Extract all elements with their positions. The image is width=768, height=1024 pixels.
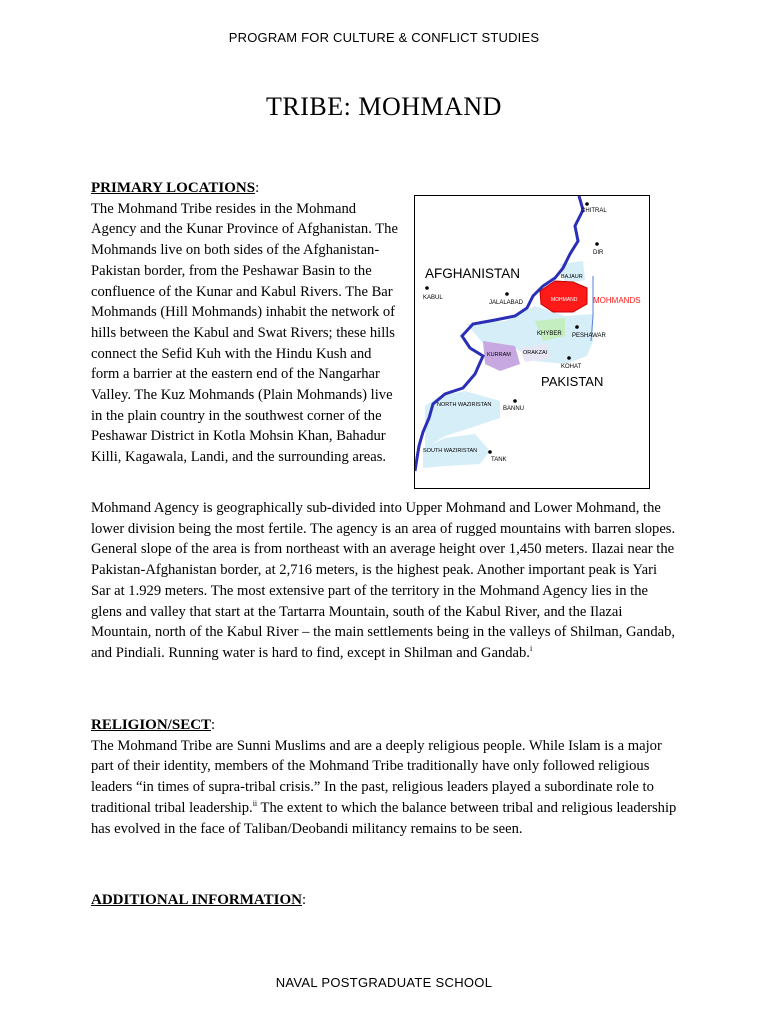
label-chitral: CHITRAL [581, 208, 607, 214]
dir-dot [595, 242, 599, 246]
label-pakistan: PAKISTAN [541, 374, 604, 389]
kohat-dot [567, 356, 571, 360]
label-kohat: KOHAT [561, 364, 582, 370]
page-header: PROGRAM FOR CULTURE & CONFLICT STUDIES [228, 30, 540, 45]
religion-section [91, 715, 679, 839]
label-bannu: BANNU [503, 406, 525, 412]
additional-information-heading: ADDITIONAL INFORMATION [91, 892, 302, 908]
religion-text-before: The Mohmand Tribe are Sunni Muslims and are a deeply religious people. While Islam is a major part of their identity, members of the Mohmand Tribe traditionally have only followed religious leaders “in times of supra-tribal crisis.” In the past, religious leaders played a subordinate role to traditional tribal leadership. [91, 737, 662, 816]
primary-locations-colon: : [255, 180, 260, 196]
label-jalalabad: JALALABAD [489, 300, 524, 306]
additional-information-section [91, 892, 679, 909]
label-orakzai: ORAKZAI [523, 350, 548, 356]
label-peshawar: PESHAWAR [572, 333, 606, 339]
mohmand-agency-paragraph [91, 498, 679, 664]
bannu-dot [513, 399, 517, 403]
region-map-svg [415, 196, 649, 488]
label-kabul: KABUL [423, 295, 443, 301]
page-title: TRIBE: MOHMAND [266, 92, 502, 121]
religion-heading: RELIGION/SECT [91, 717, 212, 733]
primary-locations-text: The Mohmand Tribe resides in the Mohmand Agency and the Kunar Province of Afghanistan. The Mohmands live on both sides of the Afghanistan-Pakistan border, from the Peshawar Basin to the confluence of the Kunar and Kabul Rivers. The Bar Mohmands (Hill Mohmands) inhabit the network of hills between the Kabul and Swat Rivers; these hills connect the Sefid Kuh with the Hindu Kush and form a barrier at the eastern end of the Nangarhar Valley. The Kuz Mohmands (Plain Mohmands) live in the plain country in the southwest corner of the Peshawar District in Kotla Mohsin Khan, Bahadur Killi, Kagawala, Landi, and the surrounding areas. [91, 200, 398, 466]
label-tank: TANK [491, 457, 507, 463]
footnote-marker-i: i [529, 644, 533, 654]
label-khyber: KHYBER [537, 331, 562, 337]
mohmand-agency-text: Mohmand Agency is geographically sub-divided into Upper Mohmand and Lower Mohmand, the lower division being the most fertile. The agency is an area of rugged mountains with barren slopes. General slope of the area is from northeast with an average height over 1,450 meters. Ilazai near the Pakistan-Afghanistan border, at 2,716 meters, is the highest peak. Another important peak is Yari Sar at 1.929 meters. The most extensive part of the territory in the Mohmand Agency lies in the glens and valley that start at the Tartarra Mountain, south of the Kabul River, and the Ilazai Mountain, north of the Kabul River – the main settlements being in the valleys of Shilman, Gandab, and Pindiali. Running water is hard to find, except in Shilman and Gandab. [91, 500, 676, 661]
primary-locations-section [91, 178, 403, 468]
kabul-dot [425, 286, 429, 290]
chitral-dot [585, 202, 589, 206]
label-afghanistan: AFGHANISTAN [425, 266, 521, 281]
label-mohmand-tag: MOHMAND [551, 297, 578, 303]
region-map [414, 195, 650, 489]
tank-dot [488, 450, 492, 454]
primary-locations-heading: PRIMARY LOCATIONS [91, 180, 256, 196]
religion-colon: : [211, 717, 216, 733]
label-dir: DIR [593, 250, 604, 256]
footnote-marker-ii: ii [252, 798, 258, 808]
peshawar-dot [575, 325, 579, 329]
jalalabad-dot [505, 292, 509, 296]
label-north-waziristan: NORTH WAZIRISTAN [437, 402, 492, 408]
label-bajaur: BAJAUR [561, 274, 583, 280]
page-footer: NAVAL POSTGRADUATE SCHOOL [275, 975, 493, 990]
label-kurram: KURRAM [487, 352, 511, 358]
label-mohmands: MOHMANDS [593, 296, 641, 305]
label-south-waziristan: SOUTH WAZIRISTAN [423, 448, 478, 454]
religion-text-after: The extent to which the balance between tribal and religious leadership has evolved in the face of Taliban/Deobandi militancy remains to be seen. [91, 799, 677, 837]
additional-information-colon: : [302, 892, 307, 908]
